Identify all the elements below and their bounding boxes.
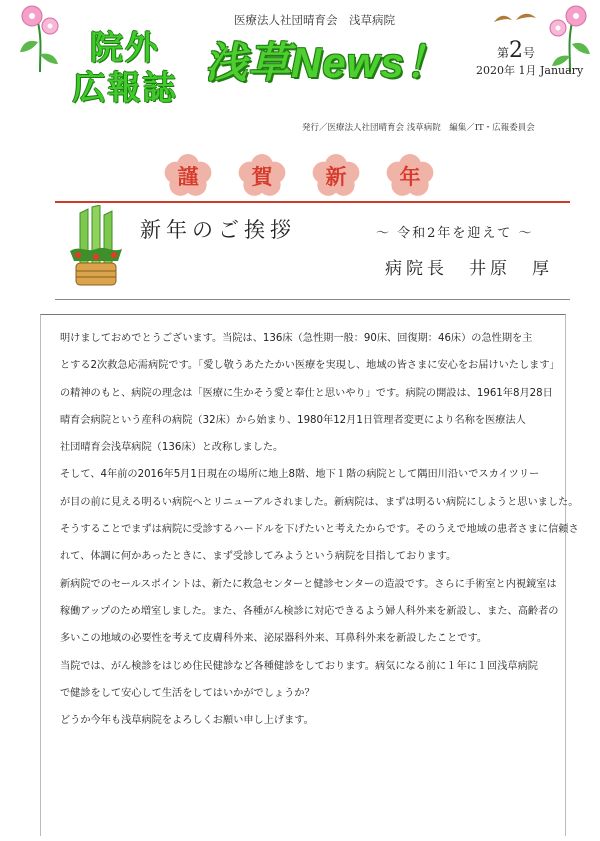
article-line: そうすることでまずは病院に受診するハードルを下げたいと考えたからです。そのうえで地域の患者さまに信頼さ	[60, 524, 579, 536]
newsletter-title: 浅草News！	[205, 39, 448, 86]
issue-suffix: 号	[523, 46, 536, 60]
issue-prefix: 第	[497, 46, 510, 60]
article-line: 多いこの地域の必要性を考えて皮膚科外来、泌尿器科外来、耳鼻科外来を新設したことです。	[60, 633, 488, 645]
article-line: 新病院でのセールスポイントは、新たに救急センターと健診センターの造設です。さらに手術室と内視鏡室は	[60, 578, 557, 590]
greeting-subtitle: ～ 令和2年を迎えて ～	[376, 226, 534, 241]
article-line: 晴育会病院という産科の病院（32床）から始まり、1980年12月1日管理者変更により名称を医療法人	[60, 414, 526, 426]
article-line: そして、4年前の2016年5月1日現在の場所に地上8階、地下１階の病院として隅田川沿いでスカイツリー	[60, 469, 540, 481]
banner-blossom	[165, 154, 212, 196]
article-line: 社団晴育会浅草病院（136床）と改称しました。	[60, 442, 284, 454]
issue-number	[497, 38, 535, 63]
banner-char: 謹	[177, 164, 199, 189]
issue-date: 2020年 1月 January	[476, 64, 584, 77]
article-line: とする2次救急応需病院です。「愛し敬うあたたかい医療を実現し、地域の皆さまに安心をお届けいたします」	[60, 360, 560, 372]
side-title-line2: 広報誌	[72, 68, 178, 107]
article-line: 当院では、がん検診をはじめ住民健診など各種健診をしております。病気になる前に１年に１回浅草病院	[60, 660, 538, 672]
article-body	[60, 325, 579, 734]
article-line: 稼働アップのため増室しました。また、各種がん検診に対応できるよう婦人科外来を新設し、また、高齢者の	[60, 605, 559, 617]
side-title	[40, 28, 210, 108]
issue-num: 2	[509, 38, 524, 63]
banner-blossom	[239, 154, 286, 196]
credit-line: 発行／医療法人社団晴育会 浅草病院 編集／IT・広報委員会	[302, 123, 535, 133]
new-year-banner	[150, 152, 450, 200]
banner-blossom	[313, 154, 360, 196]
side-title-line1: 院外	[90, 28, 160, 67]
banner-char: 新	[325, 164, 347, 189]
greeting-box	[55, 201, 570, 300]
article-line: れて、体調に何かあったときに、まず受診してみようという病院を目指しております。	[60, 551, 457, 563]
greeting-author: 病院長 井原 厚	[385, 259, 553, 279]
kadomatsu-icon	[66, 205, 126, 291]
publisher-name: 医療法人社団晴育会 浅草病院	[234, 13, 395, 27]
banner-char: 年	[399, 164, 421, 189]
banner-blossom	[387, 154, 434, 196]
article-line: が目の前に見える明るい病院へとリニューアルされました。新病院は、まずは明るい病院にしようと思いました。	[60, 496, 579, 508]
banner-char: 賀	[251, 164, 273, 189]
article-line: で健診をして安心して生活をしてはいかがでしょうか？	[60, 687, 315, 699]
article-line: 明けましておめでとうございます。当院は、136床（急性期一般：90床、回復期：46床）の急性期を主	[60, 333, 533, 344]
birds-icon	[490, 8, 540, 30]
greeting-title: 新年のご挨拶	[140, 218, 296, 242]
article-line: の精神のもと、病院の理念は「医療に生かそう愛と奉仕と思いやり」です。病院の開設は、1961年8月28日	[60, 387, 553, 399]
article-line: どうか今年も浅草病院をよろしくお願い申し上げます。	[60, 715, 314, 727]
